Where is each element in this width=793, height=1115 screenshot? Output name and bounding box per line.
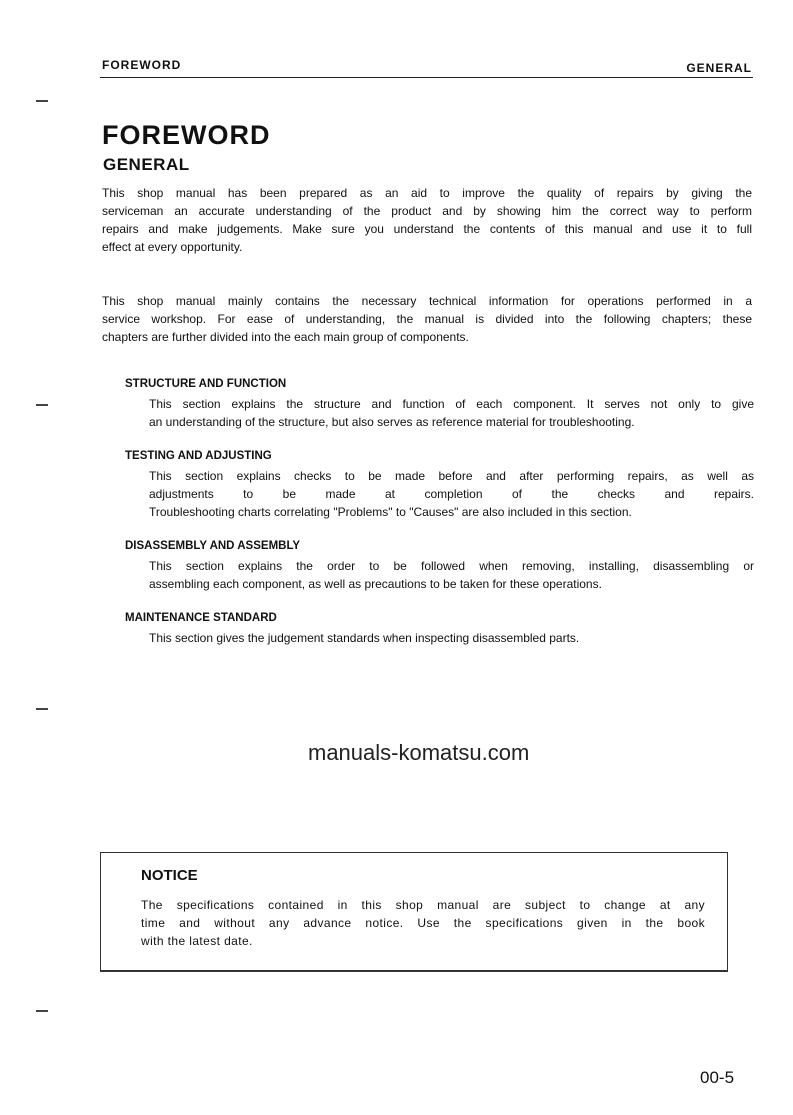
text-line: This shop manual has been prepared as an aid to improve the quality of repairs by giving the — [102, 186, 752, 200]
text-line: This section explains the structure and function of each component. It serves not only to give — [149, 397, 754, 411]
text-line: time and without any advance notice. Use the specifications given in the book — [141, 916, 705, 930]
text-line: service workshop. For ease of understanding, the manual is divided into the following chapters; these — [102, 312, 752, 326]
chapter-description — [149, 557, 754, 593]
text-line: Troubleshooting charts correlating "Problems" to "Causes" are also included in this section. — [149, 505, 632, 519]
chapter-heading: DISASSEMBLY AND ASSEMBLY — [125, 540, 301, 552]
header-right: GENERAL — [686, 61, 752, 75]
chapter-description — [149, 395, 754, 431]
text-line: This shop manual mainly contains the necessary technical information for operations performed in a — [102, 294, 752, 308]
text-line: serviceman an accurate understanding of the product and by showing him the correct way to perform — [102, 204, 752, 218]
intro-paragraph — [102, 184, 752, 256]
text-line: effect at every opportunity. — [102, 240, 243, 254]
margin-mark — [36, 1010, 48, 1012]
page-title: FOREWORD — [102, 120, 271, 150]
text-line: repairs and make judgements. Make sure you understand the contents of this manual and use it to full — [102, 222, 752, 236]
text-line: chapters are further divided into the each main group of components. — [102, 330, 469, 344]
header-rule — [100, 77, 753, 78]
chapter-description — [149, 629, 754, 647]
section-title: GENERAL — [103, 155, 190, 174]
chapter-heading: TESTING AND ADJUSTING — [125, 450, 272, 462]
page-number: 00-5 — [700, 1068, 735, 1087]
margin-mark — [36, 404, 48, 406]
text-line: The specifications contained in this shop manual are subject to change at any — [141, 898, 705, 912]
text-line: This section explains the order to be followed when removing, installing, disassembling or — [149, 559, 754, 573]
margin-mark — [36, 708, 48, 710]
chapter-heading: MAINTENANCE STANDARD — [125, 612, 277, 624]
notice-box — [100, 852, 728, 972]
text-line: adjustments to be made at completion of the checks and repairs. — [149, 487, 754, 501]
text-line: an understanding of the structure, but also serves as reference material for troubleshooting. — [149, 415, 635, 429]
chapter-description — [149, 467, 754, 521]
notice-heading: NOTICE — [141, 867, 198, 884]
margin-mark — [36, 100, 48, 102]
watermark: manuals-komatsu.com — [308, 740, 530, 765]
text-line: assembling each component, as well as precautions to be taken for these operations. — [149, 577, 602, 591]
text-line: with the latest date. — [141, 934, 253, 948]
notice-text — [141, 896, 705, 950]
text-line: This section gives the judgement standards when inspecting disassembled parts. — [149, 631, 580, 645]
text-line: This section explains checks to be made before and after performing repairs, as well as — [149, 469, 754, 483]
header-left: FOREWORD — [102, 58, 182, 72]
chapter-heading: STRUCTURE AND FUNCTION — [125, 378, 287, 390]
chapters-paragraph — [102, 292, 752, 346]
